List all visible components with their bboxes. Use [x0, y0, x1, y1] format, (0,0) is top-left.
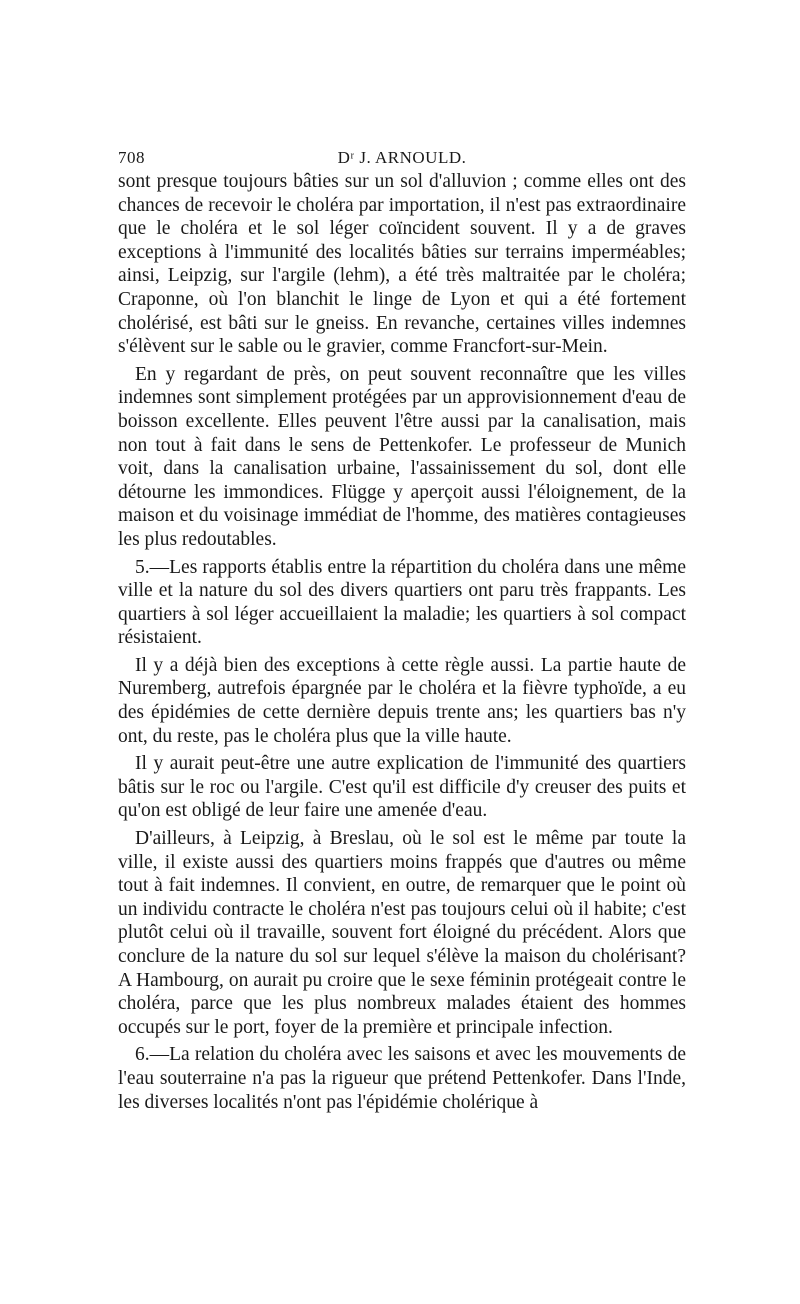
- paragraph-section-5: 5.—Les rapports établis entre la répartition du choléra dans une même ville et la nature du sol des divers quartiers ont paru très frappants. Les quartiers à sol léger accueillaient la maladie; les quartiers à sol compact résistaient.: [118, 556, 686, 649]
- header-title: Dʳ J. ARNOULD.: [337, 148, 467, 167]
- body-text: [118, 170, 686, 1114]
- paragraph: En y regardant de près, on peut souvent reconnaître que les villes indemnes sont simplement protégées par un approvisionnement d'eau de boisson excellente. Elles peuvent l'être aussi par la canalisation, mais non tout à fait dans le sens de Pettenkofer. Le professeur de Munich voit, dans la canalisation urbaine, l'assainissement du sol, dont elle détourne les immondices. Flügge y aperçoit aussi l'éloignement, de la maison et du voisinage immédiat de l'homme, des matières contagieuses les plus redoutables.: [118, 363, 686, 550]
- page-number: 708: [118, 148, 145, 167]
- running-head: [118, 140, 686, 170]
- book-page: [118, 140, 686, 1114]
- paragraph: Il y aurait peut-être une autre explication de l'immunité des quartiers bâtis sur le roc ou l'argile. C'est qu'il est difficile d'y creuser des puits et qu'on est obligé de leur faire une amenée d'eau.: [118, 753, 686, 822]
- paragraph: Il y a déjà bien des exceptions à cette règle aussi. La partie haute de Nuremberg, autrefois épargnée par le choléra et la fièvre typhoïde, a eu des épidémies de cette dernière depuis trente ans; les quartiers bas n'y ont, du reste, pas le choléra plus que la ville haute.: [118, 654, 686, 747]
- paragraph-section-6: 6.—La relation du choléra avec les saisons et avec les mouvements de l'eau souterraine n'a pas la rigueur que prétend Pettenkofer. Dans l'Inde, les diverses localités n'ont pas l'épidémie cholérique à: [118, 1044, 686, 1113]
- paragraph: D'ailleurs, à Leipzig, à Breslau, où le sol est le même par toute la ville, il existe aussi des quartiers moins frappés que d'autres ou même tout à fait indemnes. Il convient, en outre, de remarquer que le point où un individu contracte le choléra n'est pas toujours celui où il habite; c'est plutôt celui où il travaille, souvent fort éloigné du précédent. Alors que conclure de la nature du sol sur lequel s'élève la maison du cholérisant? A Hambourg, on aurait pu croire que le sexe féminin protégeait contre le choléra, parce que les plus nombreux malades étaient des hommes occupés sur le port, foyer de la première et principale infection.: [118, 828, 686, 1038]
- paragraph-continued: sont presque toujours bâties sur un sol d'alluvion ; comme elles ont des chances de recevoir le choléra par importation, il n'est pas extraordinaire que le choléra et le sol léger coïncident souvent. Il y a de graves exceptions à l'immunité des localités bâties sur terrains imperméables; ainsi, Leipzig, sur l'argile (lehm), a été très maltraitée par le choléra; Craponne, où l'on blanchit le linge de Lyon et qui a été fortement cholérisé, est bâti sur le gneiss. En revanche, certaines villes indemnes s'élèvent sur le sable ou le gravier, comme Francfort-sur-Mein.: [118, 171, 686, 358]
